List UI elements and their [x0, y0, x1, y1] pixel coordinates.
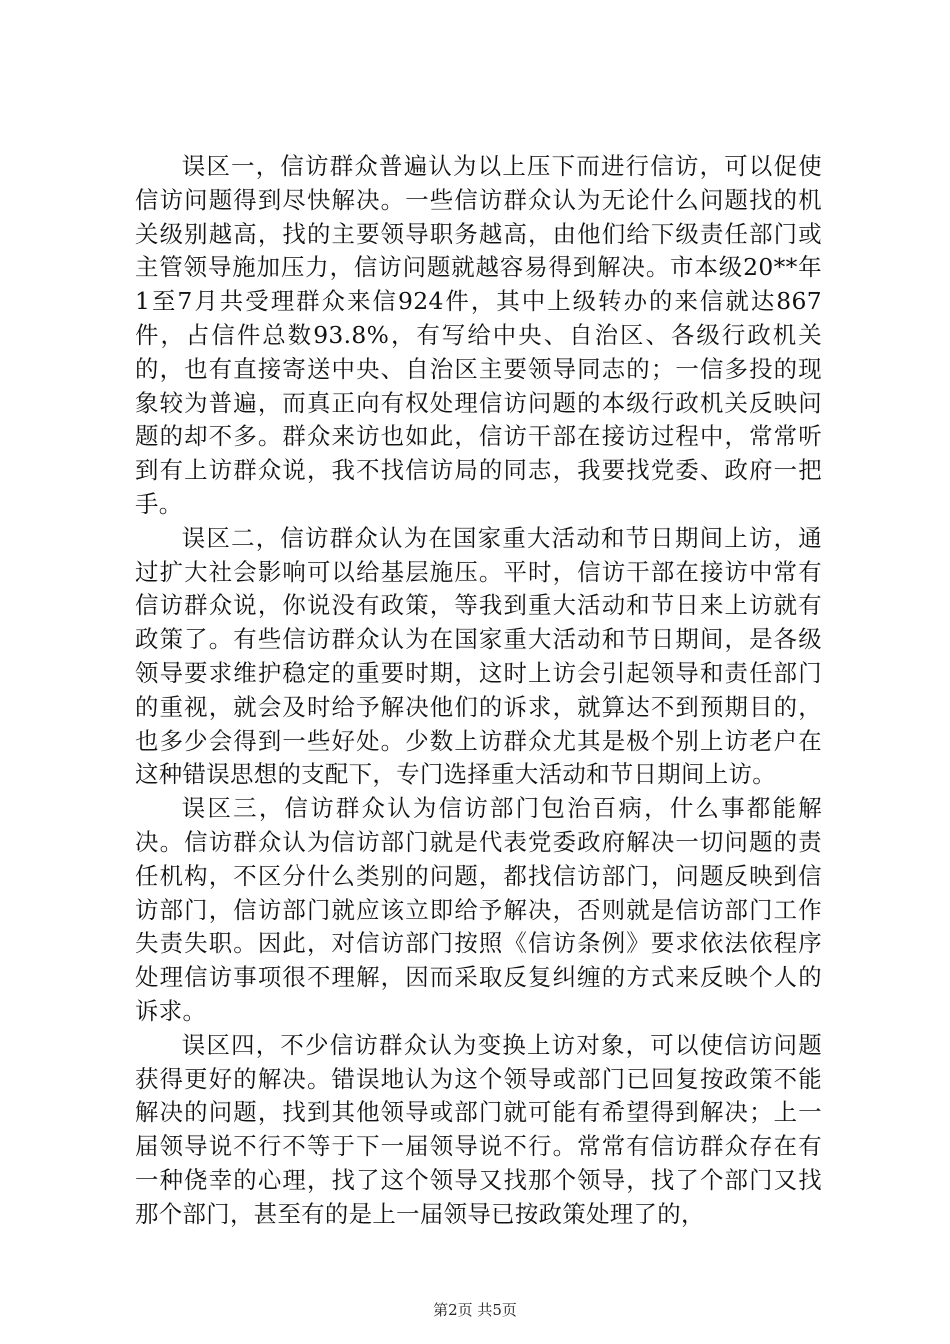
- document-body: [135, 150, 822, 1232]
- paragraph-misconception-4: 误区四，不少信访群众认为变换上访对象，可以使信访问题获得更好的解决。错误地认为这个领导或部门已回复按政策不能解决的问题，找到其他领导或部门就可能有希望得到解决；上一届领导说不行不等于下一届领导说不行。常常有信访群众存在有一种侥幸的心理，找了这个领导又找那个领导，找了个部门又找那个部门，甚至有的是上一届领导已按政策处理了的，: [135, 1030, 822, 1228]
- paragraph-misconception-3: 误区三，信访群众认为信访部门包治百病，什么事都能解决。信访群众认为信访部门就是代表党委政府解决一切问题的责任机构，不区分什么类别的问题，都找信访部门，问题反映到信访部门，信访部门就应该立即给予解决，否则就是信访部门工作失责失职。因此，对信访部门按照《信访条例》要求依法依程序处理信访事项很不理解，因而采取反复纠缠的方式来反映个人的诉求。: [135, 794, 822, 1025]
- paragraph-misconception-1: 误区一，信访群众普遍认为以上压下而进行信访，可以促使信访问题得到尽快解决。一些信访群众认为无论什么问题找的机关级别越高，找的主要领导职务越高，由他们给下级责任部门或主管领导施加压力，信访问题就越容易得到解决。市本级20**年1至7月共受理群众来信924件，其中上级转办的来信就达867件，占信件总数93.8%，有写给中央、自治区、各级行政机关的，也有直接寄送中央、自治区主要领导同志的；一信多投的现象较为普遍，而真正向有权处理信访问题的本级行政机关反映问题的却不多。群众来访也如此，信访干部在接访过程中，常常听到有上访群众说，我不找信访局的同志，我要找党委、政府一把手。: [135, 152, 822, 518]
- paragraph-misconception-2: 误区二，信访群众认为在国家重大活动和节日期间上访，通过扩大社会影响可以给基层施压。平时，信访干部在接访中常有信访群众说，你说没有政策，等我到重大活动和节日来上访就有政策了。有些信访群众认为在国家重大活动和节日期间，是各级领导要求维护稳定的重要时期，这时上访会引起领导和责任部门的重视，就会及时给予解决他们的诉求，就算达不到预期目的，也多少会得到一些好处。少数上访群众尤其是极个别上访老户在这种错误思想的支配下，专门选择重大活动和节日期间上访。: [135, 523, 822, 789]
- page-number-footer: 第2页 共5页: [433, 1301, 517, 1319]
